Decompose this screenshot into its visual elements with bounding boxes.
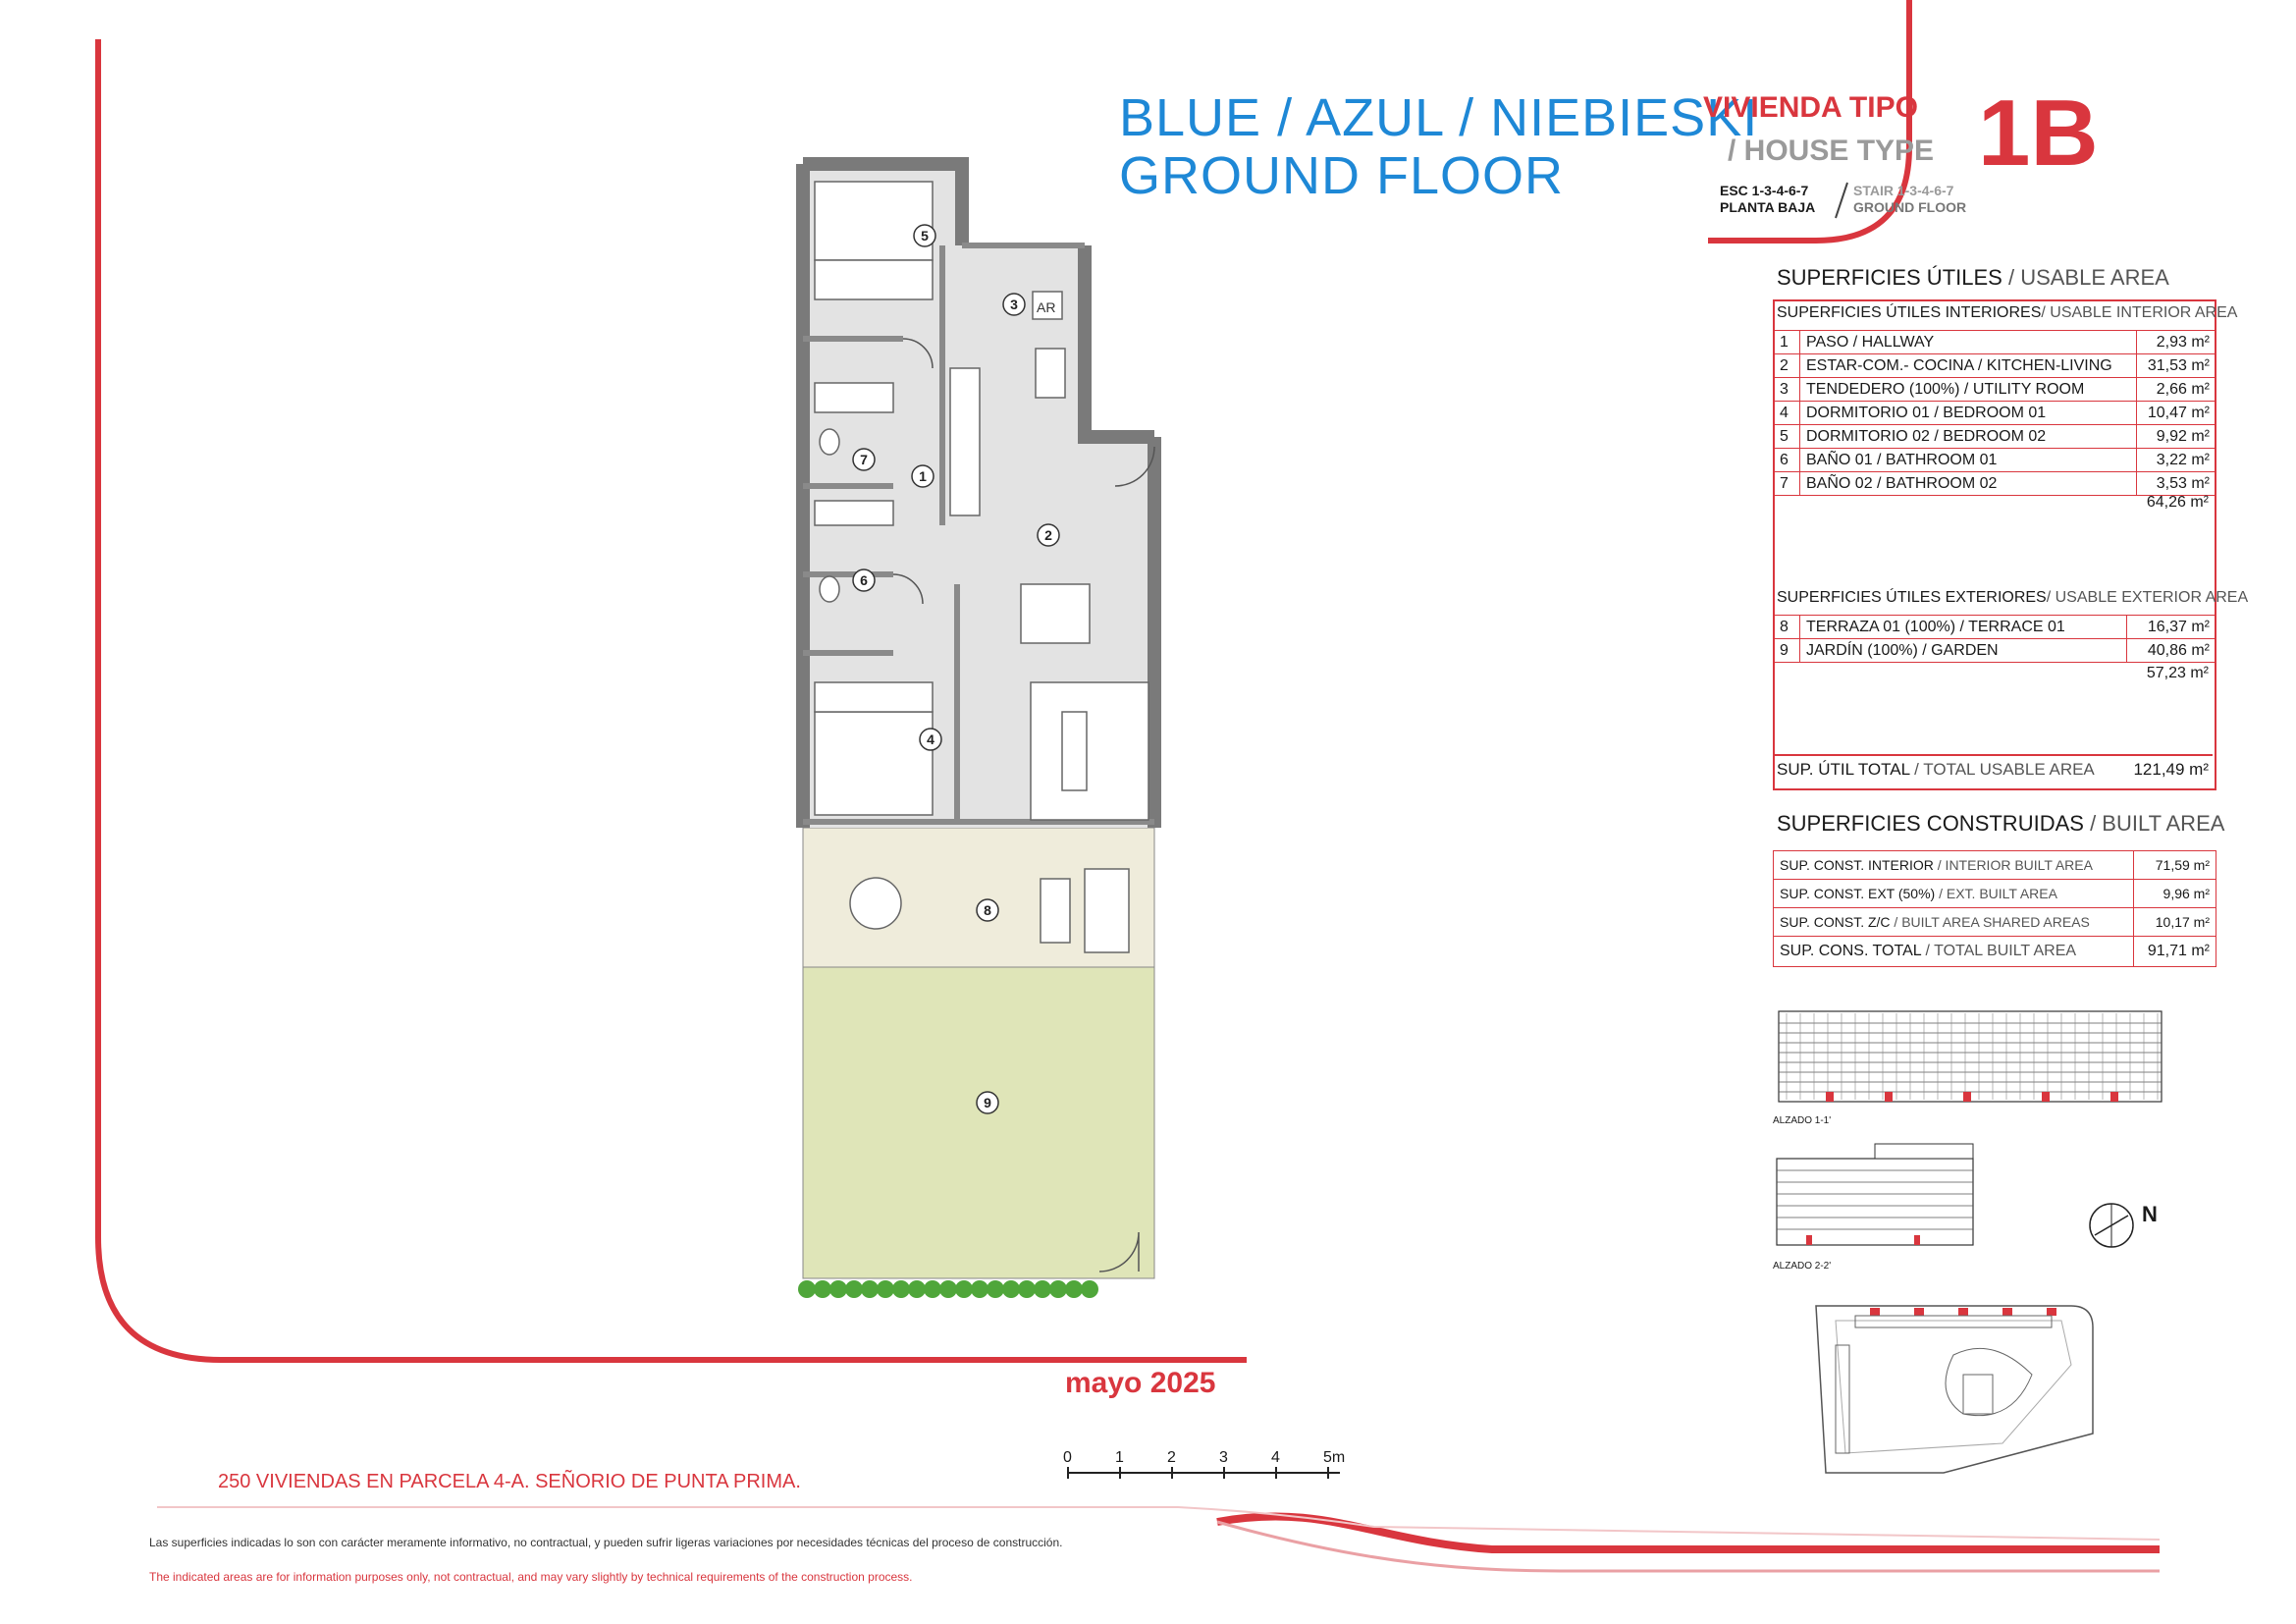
interior-row-label: DORMITORIO 01 / BEDROOM 01 xyxy=(1800,402,2137,425)
room-label-9: 9 xyxy=(984,1095,991,1110)
dining-table xyxy=(1021,584,1090,643)
built-row-label-en: / INTERIOR BUILT AREA xyxy=(1933,857,2093,873)
scale-tick-label: 1 xyxy=(1115,1449,1124,1466)
room-label-2: 2 xyxy=(1044,527,1052,543)
stair-line-2: GROUND FLOOR xyxy=(1853,199,1967,215)
hedge-shrub xyxy=(1034,1280,1051,1298)
vivienda-tipo-label: VIVIENDA TIPO xyxy=(1703,91,1918,124)
built-area-heading xyxy=(1777,811,2224,837)
built-total-label xyxy=(1774,937,2134,967)
project-name: 250 VIVIENDAS EN PARCELA 4-A. SEÑORIO DE PUNTA PRIMA. xyxy=(218,1471,801,1492)
hedge-shrub xyxy=(814,1280,831,1298)
elevation-2-label: ALZADO 2-2' xyxy=(1773,1261,1832,1272)
interior-heading xyxy=(1777,304,2237,322)
interior-row xyxy=(1774,472,2216,496)
interior-row-label: PASO / HALLWAY xyxy=(1800,331,2137,354)
built-area-heading-en: / BUILT AREA xyxy=(2090,811,2225,836)
hedge-shrub xyxy=(924,1280,941,1298)
elevation-1-label: ALZADO 1-1' xyxy=(1773,1115,1832,1126)
usable-area-heading-es: SUPERFICIES ÚTILES xyxy=(1777,265,2002,290)
usable-total-label-es: SUP. ÚTIL TOTAL xyxy=(1777,760,1910,779)
built-row-value: 9,96 m² xyxy=(2133,880,2216,908)
interior-row xyxy=(1774,425,2216,449)
interior-row-value: 31,53 m² xyxy=(2137,354,2216,378)
hedge-shrub xyxy=(971,1280,988,1298)
interior-row-number: 2 xyxy=(1774,354,1800,378)
interior-row-label: ESTAR-COM.- COCINA / KITCHEN-LIVING xyxy=(1800,354,2137,378)
interior-row-number: 6 xyxy=(1774,449,1800,472)
room-label-7: 7 xyxy=(860,452,868,467)
interior-row-value: 2,66 m² xyxy=(2137,378,2216,402)
interior-row xyxy=(1774,449,2216,472)
exterior-total: 57,23 m² xyxy=(2146,665,2209,681)
built-row xyxy=(1774,908,2216,937)
interior-row-label: TENDEDERO (100%) / UTILITY ROOM xyxy=(1800,378,2137,402)
interior-row-value: 3,22 m² xyxy=(2137,449,2216,472)
interior-row-number: 7 xyxy=(1774,472,1800,496)
interior-heading-en: / USABLE INTERIOR AREA xyxy=(2041,304,2238,321)
hedge-shrub xyxy=(892,1280,910,1298)
hedge-shrub xyxy=(845,1280,863,1298)
scale-bar xyxy=(1060,1449,1355,1489)
interior-heading-es: SUPERFICIES ÚTILES INTERIORES xyxy=(1777,304,2042,321)
built-row-label-en: / BUILT AREA SHARED AREAS xyxy=(1890,914,2090,930)
interior-row-value: 9,92 m² xyxy=(2137,425,2216,449)
built-total-row xyxy=(1774,937,2216,967)
interior-row-label: DORMITORIO 02 / BEDROOM 02 xyxy=(1800,425,2137,449)
built-row xyxy=(1774,851,2216,880)
exterior-heading-es: SUPERFICIES ÚTILES EXTERIORES xyxy=(1777,589,2047,606)
exterior-area-table xyxy=(1773,615,2216,663)
north-label: N xyxy=(2142,1202,2158,1226)
disclaimer-es: Las superficies indicadas lo son con carácter meramente informativo, no contractual, y pueden sufrir ligeras variaciones por necesidades técnicas del proceso de construcción. xyxy=(149,1536,1063,1549)
built-row-label-es: SUP. CONST. EXT (50%) xyxy=(1780,886,1936,901)
disclaimer-en: The indicated areas are for information purposes only, not contractual, and may vary slightly by technical requirements of the construction process. xyxy=(149,1570,913,1584)
date-label: mayo 2025 xyxy=(1065,1367,1216,1399)
garden-hedge xyxy=(798,1280,1098,1298)
built-total-label-es: SUP. CONS. TOTAL xyxy=(1780,943,1922,959)
built-row-label-en: / EXT. BUILT AREA xyxy=(1935,886,2057,901)
built-row xyxy=(1774,880,2216,908)
room-label-1: 1 xyxy=(919,468,927,484)
usable-total-value: 121,49 m² xyxy=(2133,760,2209,779)
esc-line-1: ESC 1-3-4-6-7 xyxy=(1720,183,1809,198)
elevation-2-drawing xyxy=(1767,1139,2002,1257)
hedge-shrub xyxy=(987,1280,1004,1298)
hedge-shrub xyxy=(798,1280,816,1298)
hedge-shrub xyxy=(877,1280,894,1298)
built-row-label xyxy=(1774,851,2134,880)
built-total-value: 91,71 m² xyxy=(2133,937,2216,967)
exterior-row-value: 40,86 m² xyxy=(2126,639,2216,663)
type-code: 1B xyxy=(1978,81,2099,186)
room-label-5: 5 xyxy=(921,228,929,244)
exterior-row-number: 8 xyxy=(1774,616,1800,639)
interior-area-table xyxy=(1773,330,2216,496)
exterior-row-number: 9 xyxy=(1774,639,1800,663)
ar-label: AR xyxy=(1037,299,1056,315)
usable-total-row xyxy=(1773,754,2213,785)
exterior-row-value: 16,37 m² xyxy=(2126,616,2216,639)
bed-01 xyxy=(815,682,933,815)
hedge-shrub xyxy=(829,1280,847,1298)
interior-row-number: 5 xyxy=(1774,425,1800,449)
built-row-value: 10,17 m² xyxy=(2133,908,2216,937)
built-row-label-es: SUP. CONST. Z/C xyxy=(1780,914,1891,930)
built-row-label xyxy=(1774,908,2134,937)
exterior-row xyxy=(1774,616,2216,639)
exterior-heading-en: / USABLE EXTERIOR AREA xyxy=(2046,589,2249,606)
exterior-heading xyxy=(1777,589,2248,607)
elevation-1-drawing xyxy=(1767,1001,2169,1119)
scale-tick-label: 2 xyxy=(1167,1449,1176,1466)
built-row-label xyxy=(1774,880,2134,908)
hedge-shrub xyxy=(861,1280,879,1298)
house-type-label: / HOUSE TYPE xyxy=(1728,135,1935,167)
garden-area xyxy=(803,967,1154,1278)
built-row-value: 71,59 m² xyxy=(2133,851,2216,880)
room-label-6: 6 xyxy=(860,572,868,588)
hedge-shrub xyxy=(955,1280,973,1298)
room-label-8: 8 xyxy=(984,902,991,918)
hedge-shrub xyxy=(939,1280,957,1298)
interior-row-value: 10,47 m² xyxy=(2137,402,2216,425)
hedge-shrub xyxy=(1065,1280,1083,1298)
scale-tick-label: 4 xyxy=(1271,1449,1280,1466)
built-row-label-es: SUP. CONST. INTERIOR xyxy=(1780,857,1934,873)
scale-tick-label: 0 xyxy=(1063,1449,1072,1466)
exterior-row-label: TERRAZA 01 (100%) / TERRACE 01 xyxy=(1800,616,2127,639)
interior-row-value: 3,53 m² xyxy=(2137,472,2216,496)
interior-row-label: BAÑO 01 / BATHROOM 01 xyxy=(1800,449,2137,472)
interior-row xyxy=(1774,331,2216,354)
interior-row-label: BAÑO 02 / BATHROOM 02 xyxy=(1800,472,2137,496)
hedge-shrub xyxy=(908,1280,926,1298)
interior-row xyxy=(1774,378,2216,402)
title-line-1: BLUE / AZUL / NIEBIESKI xyxy=(1119,88,1759,147)
utility-room-unit xyxy=(1033,292,1062,319)
stair-line-1: STAIR 1-3-4-6-7 xyxy=(1853,183,1954,198)
hedge-shrub xyxy=(1049,1280,1067,1298)
interior-row-value: 2,93 m² xyxy=(2137,331,2216,354)
usable-area-heading-en: / USABLE AREA xyxy=(2007,265,2169,290)
usable-total-label-en: / TOTAL USABLE AREA xyxy=(1914,760,2095,779)
esc-line-2: PLANTA BAJA xyxy=(1720,199,1816,215)
esc-block xyxy=(1720,183,1815,216)
sofa xyxy=(1031,682,1148,820)
site-plan xyxy=(1806,1286,2101,1483)
floor-plan xyxy=(785,152,1178,1316)
usable-area-heading xyxy=(1777,265,2169,291)
hedge-shrub xyxy=(1002,1280,1020,1298)
stair-block xyxy=(1853,183,1966,216)
interior-row-number: 3 xyxy=(1774,378,1800,402)
title-line-2: GROUND FLOOR xyxy=(1119,146,1565,205)
room-label-4: 4 xyxy=(927,731,934,747)
interior-row xyxy=(1774,354,2216,378)
hedge-shrub xyxy=(1018,1280,1036,1298)
built-area-heading-es: SUPERFICIES CONSTRUIDAS xyxy=(1777,811,2084,836)
interior-row-number: 1 xyxy=(1774,331,1800,354)
built-total-label-en: / TOTAL BUILT AREA xyxy=(1921,943,2077,959)
scale-tick-label: 5m xyxy=(1323,1449,1346,1466)
hedge-shrub xyxy=(1081,1280,1098,1298)
exterior-row-label: JARDÍN (100%) / GARDEN xyxy=(1800,639,2127,663)
room-label-3: 3 xyxy=(1010,297,1018,312)
scale-tick-label: 3 xyxy=(1219,1449,1228,1466)
interior-row-number: 4 xyxy=(1774,402,1800,425)
usable-total-label xyxy=(1777,760,2095,780)
scale-bar-drawing xyxy=(1060,1467,1355,1481)
exterior-row xyxy=(1774,639,2216,663)
interior-row xyxy=(1774,402,2216,425)
built-area-table xyxy=(1773,850,2216,967)
interior-total: 64,26 m² xyxy=(2146,494,2209,511)
esc-divider xyxy=(1834,181,1849,220)
